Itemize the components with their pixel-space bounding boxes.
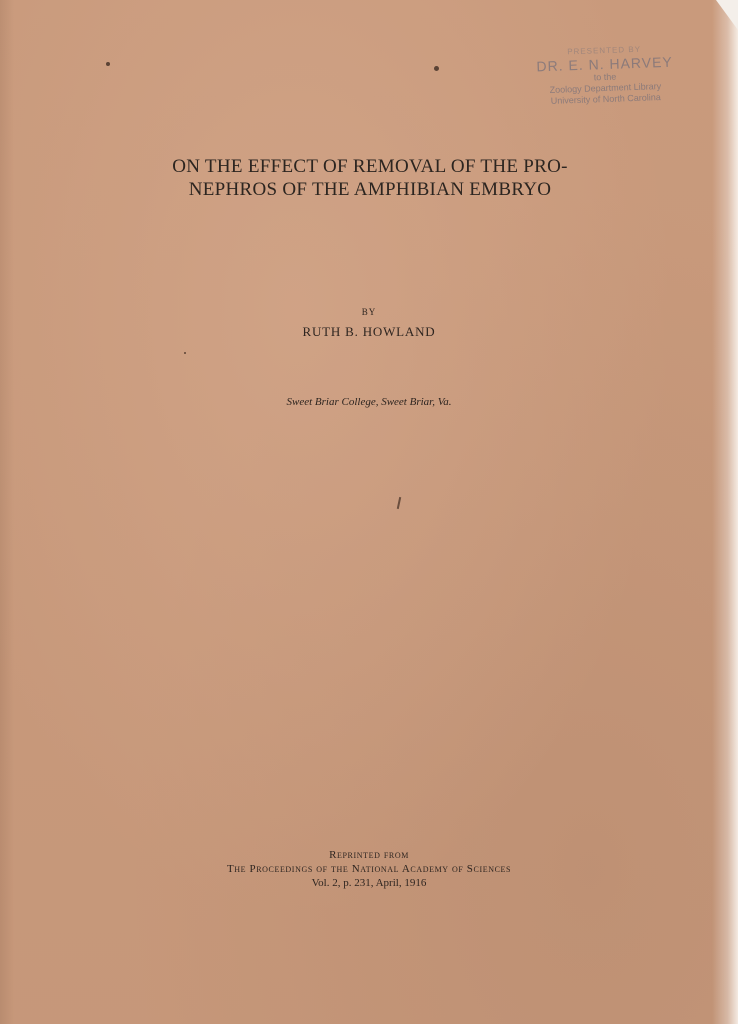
document-title xyxy=(100,155,640,201)
reprinted-from: Reprinted from xyxy=(329,849,409,861)
stamp-line-3: University of North Carolina xyxy=(550,92,661,106)
paper-scratch xyxy=(397,497,401,509)
stamp-line-1: to the xyxy=(593,71,617,83)
reprint-notice xyxy=(0,848,738,890)
title-line-2: NEPHROS OF THE AMPHIBIAN EMBRYO xyxy=(188,179,552,200)
byline: BY xyxy=(361,307,377,317)
stamp-donor-name: DR. E. N. HARVEY xyxy=(536,53,673,75)
stamp-line-2: Zoology Department Library xyxy=(549,81,662,95)
stamp-top-line: PRESENTED BY xyxy=(567,44,642,57)
library-stamp xyxy=(519,43,691,108)
ink-speck xyxy=(106,62,110,66)
author-affiliation: Sweet Briar College, Sweet Briar, Va. xyxy=(286,396,452,408)
author-name: RUTH B. HOWLAND xyxy=(302,324,436,339)
journal-name: The Proceedings of the National Academy of Sciences xyxy=(226,863,512,875)
ink-speck xyxy=(434,66,439,71)
ink-speck xyxy=(184,352,186,354)
title-line-1: ON THE EFFECT OF REMOVAL OF THE PRO- xyxy=(172,156,568,177)
citation: Vol. 2, p. 231, April, 1916 xyxy=(311,877,427,889)
